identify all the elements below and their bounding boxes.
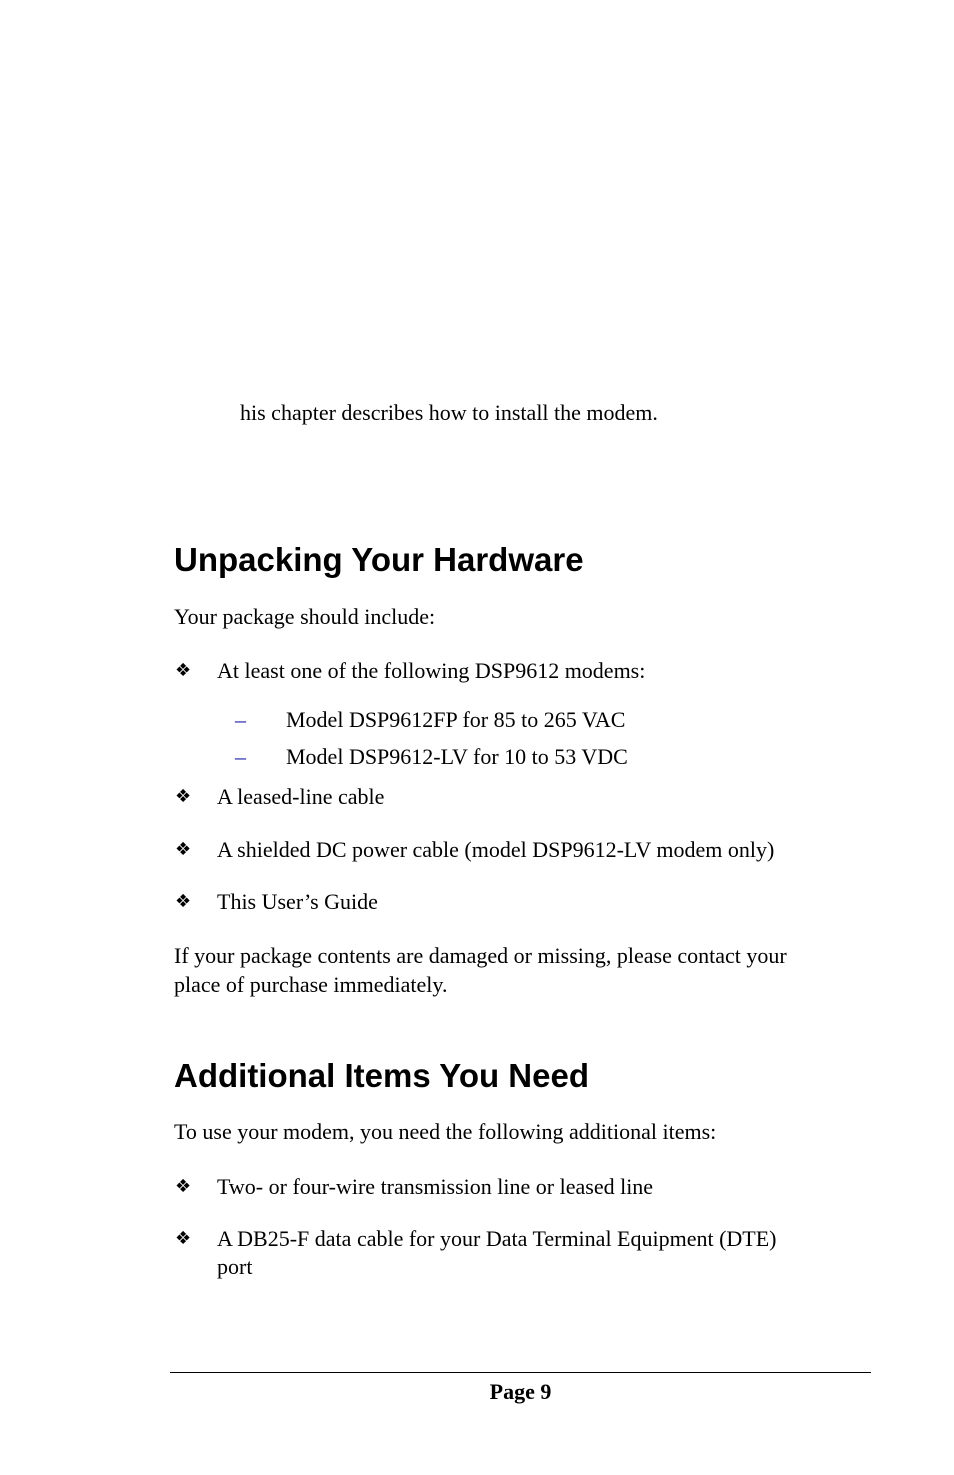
footer-rule [170, 1372, 871, 1373]
sub-list-item: Model DSP9612FP for 85 to 265 VAC [286, 707, 626, 732]
list-item: A DB25-F data cable for your Data Terminal Equipment (DTE) [217, 1226, 777, 1251]
bullet-icon: ❖ [175, 891, 192, 912]
list-item: Two- or four-wire transmission line or leased line [217, 1174, 654, 1199]
intro-text: his chapter describes how to install the modem. [240, 400, 658, 425]
page-number: Page 9 [489, 1379, 552, 1404]
list-item: A leased-line cable [217, 784, 385, 809]
additional-lead: To use your modem, you need the following additional items: [174, 1119, 717, 1144]
bullet-icon: ❖ [175, 660, 192, 681]
dash-icon: – [235, 707, 246, 732]
bullet-icon: ❖ [175, 1228, 192, 1249]
list-item: At least one of the following DSP9612 modems: [217, 658, 646, 683]
list-item: A shielded DC power cable (model DSP9612-LV modem only) [217, 837, 775, 862]
section-heading-unpacking: Unpacking Your Hardware [174, 541, 584, 578]
unpacking-note-line-2: place of purchase immediately. [174, 972, 448, 997]
unpacking-note-line-1: If your package contents are damaged or missing, please contact your [174, 943, 787, 968]
bullet-icon: ❖ [175, 1176, 192, 1197]
list-item-continuation: port [217, 1254, 253, 1279]
list-item: This User’s Guide [217, 889, 378, 914]
bullet-icon: ❖ [175, 839, 192, 860]
bullet-icon: ❖ [175, 786, 192, 807]
sub-list-item: Model DSP9612-LV for 10 to 53 VDC [286, 744, 628, 769]
section-heading-additional: Additional Items You Need [174, 1057, 589, 1094]
dash-icon: – [235, 744, 246, 769]
unpacking-lead: Your package should include: [174, 604, 436, 629]
